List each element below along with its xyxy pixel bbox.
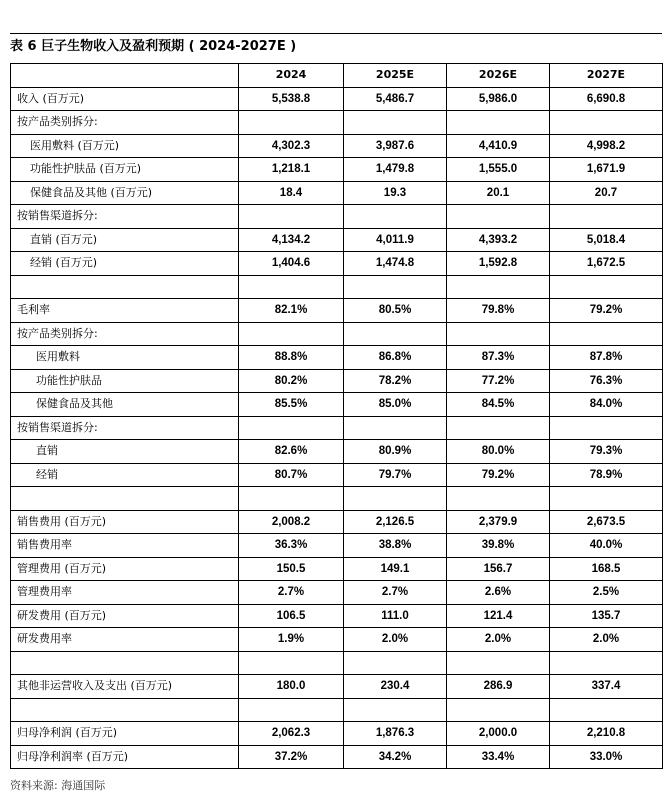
table-row [11,111,663,135]
table-row [11,322,663,346]
row-label: 功能性护肤品 (百万元) [11,158,239,182]
value-cell [344,111,447,135]
value-cell: 34.2% [344,745,447,769]
value-cell: 5,986.0 [447,87,550,111]
table-row [11,87,663,111]
value-cell: 1,555.0 [447,158,550,182]
value-cell: 80.7% [239,463,344,487]
value-cell: 106.5 [239,604,344,628]
row-label: 经销 [11,463,239,487]
value-cell: 2,062.3 [239,722,344,746]
value-cell: 2,210.8 [550,722,663,746]
value-cell [550,487,663,511]
row-label: 归母净利润率 (百万元) [11,745,239,769]
value-cell: 84.5% [447,393,550,417]
value-cell [447,205,550,229]
row-label: 功能性护肤品 [11,369,239,393]
value-cell: 2,673.5 [550,510,663,534]
table-row [11,299,663,323]
value-cell: 1,479.8 [344,158,447,182]
value-cell: 33.0% [550,745,663,769]
value-cell: 3,987.6 [344,134,447,158]
value-cell: 168.5 [550,557,663,581]
row-label: 销售费用 (百万元) [11,510,239,534]
value-cell: 4,302.3 [239,134,344,158]
table-row [11,416,663,440]
value-cell [447,111,550,135]
source-note: 资料来源: 海通国际 [10,779,106,792]
row-label: 管理费用 (百万元) [11,557,239,581]
table-body [11,87,663,769]
value-cell [239,322,344,346]
value-cell: 5,018.4 [550,228,663,252]
row-label [11,698,239,722]
value-cell [239,205,344,229]
value-cell: 1,592.8 [447,252,550,276]
value-cell: 79.2% [447,463,550,487]
value-cell: 87.3% [447,346,550,370]
value-cell [239,487,344,511]
value-cell: 85.5% [239,393,344,417]
value-cell [550,111,663,135]
table-row [11,440,663,464]
value-cell: 86.8% [344,346,447,370]
value-cell [239,275,344,299]
value-cell [344,322,447,346]
table-row [11,181,663,205]
value-cell: 36.3% [239,534,344,558]
value-cell: 4,410.9 [447,134,550,158]
value-cell: 18.4 [239,181,344,205]
row-label: 按产品类别拆分: [11,322,239,346]
value-cell: 82.6% [239,440,344,464]
value-cell [239,111,344,135]
table-row [11,228,663,252]
table-row [11,346,663,370]
value-cell: 20.7 [550,181,663,205]
value-cell: 79.3% [550,440,663,464]
table-row [11,651,663,675]
value-cell: 80.9% [344,440,447,464]
value-cell: 2,000.0 [447,722,550,746]
table-row [11,252,663,276]
value-cell: 82.1% [239,299,344,323]
header-label-cell [11,64,239,88]
value-cell: 4,998.2 [550,134,663,158]
value-cell [550,651,663,675]
row-label: 医用敷料 [11,346,239,370]
row-label: 毛利率 [11,299,239,323]
table-row [11,604,663,628]
table-row [11,463,663,487]
row-label: 按销售渠道拆分: [11,205,239,229]
value-cell: 2.0% [447,628,550,652]
header-2026e: 2026E [447,64,550,88]
header-2027e: 2027E [550,64,663,88]
value-cell: 111.0 [344,604,447,628]
table-row [11,158,663,182]
table-row [11,722,663,746]
table-row [11,628,663,652]
value-cell [239,651,344,675]
row-label: 按产品类别拆分: [11,111,239,135]
value-cell: 85.0% [344,393,447,417]
value-cell: 1.9% [239,628,344,652]
table-row [11,581,663,605]
table-row [11,675,663,699]
value-cell: 38.8% [344,534,447,558]
value-cell: 78.2% [344,369,447,393]
value-cell [447,698,550,722]
value-cell: 4,011.9 [344,228,447,252]
value-cell: 5,486.7 [344,87,447,111]
value-cell [344,487,447,511]
table-row [11,557,663,581]
value-cell: 80.0% [447,440,550,464]
row-label: 销售费用率 [11,534,239,558]
value-cell: 1,672.5 [550,252,663,276]
value-cell: 156.7 [447,557,550,581]
value-cell [447,487,550,511]
value-cell: 2.7% [344,581,447,605]
row-label: 收入 (百万元) [11,87,239,111]
table-row [11,205,663,229]
table-row [11,369,663,393]
value-cell: 6,690.8 [550,87,663,111]
value-cell [344,205,447,229]
value-cell: 37.2% [239,745,344,769]
header-2025e: 2025E [344,64,447,88]
value-cell: 1,218.1 [239,158,344,182]
forecast-table [10,63,663,769]
table-row [11,698,663,722]
row-label: 直销 [11,440,239,464]
header-2024: 2024 [239,64,344,88]
row-label [11,487,239,511]
value-cell: 135.7 [550,604,663,628]
row-label: 归母净利润 (百万元) [11,722,239,746]
table-row [11,275,663,299]
value-cell: 286.9 [447,675,550,699]
row-label: 医用敷料 (百万元) [11,134,239,158]
table-row [11,534,663,558]
value-cell: 1,404.6 [239,252,344,276]
value-cell: 4,393.2 [447,228,550,252]
row-label: 直销 (百万元) [11,228,239,252]
value-cell [239,698,344,722]
row-label: 经销 (百万元) [11,252,239,276]
value-cell: 2.6% [447,581,550,605]
row-label: 保健食品及其他 [11,393,239,417]
value-cell [344,698,447,722]
value-cell: 5,538.8 [239,87,344,111]
top-rule [10,33,662,34]
row-label: 研发费用率 [11,628,239,652]
value-cell: 87.8% [550,346,663,370]
value-cell [550,322,663,346]
value-cell: 79.2% [550,299,663,323]
value-cell: 88.8% [239,346,344,370]
value-cell [344,651,447,675]
value-cell: 230.4 [344,675,447,699]
value-cell: 2,379.9 [447,510,550,534]
value-cell: 77.2% [447,369,550,393]
value-cell: 1,474.8 [344,252,447,276]
value-cell [447,651,550,675]
value-cell: 19.3 [344,181,447,205]
value-cell: 180.0 [239,675,344,699]
table-row [11,487,663,511]
value-cell [550,416,663,440]
row-label [11,651,239,675]
value-cell: 2.0% [550,628,663,652]
row-label: 其他非运营收入及支出 (百万元) [11,675,239,699]
value-cell [344,275,447,299]
value-cell: 1,671.9 [550,158,663,182]
value-cell: 2.0% [344,628,447,652]
row-label: 研发费用 (百万元) [11,604,239,628]
value-cell: 337.4 [550,675,663,699]
value-cell: 4,134.2 [239,228,344,252]
value-cell: 80.5% [344,299,447,323]
value-cell: 79.8% [447,299,550,323]
value-cell [550,205,663,229]
value-cell: 121.4 [447,604,550,628]
value-cell [447,275,550,299]
value-cell: 33.4% [447,745,550,769]
table-row [11,510,663,534]
value-cell: 2,008.2 [239,510,344,534]
value-cell: 20.1 [447,181,550,205]
value-cell: 39.8% [447,534,550,558]
table-row [11,393,663,417]
row-label: 按销售渠道拆分: [11,416,239,440]
value-cell: 2.7% [239,581,344,605]
row-label: 保健食品及其他 (百万元) [11,181,239,205]
value-cell: 2,126.5 [344,510,447,534]
value-cell [550,698,663,722]
value-cell [447,416,550,440]
table-row [11,134,663,158]
value-cell [447,322,550,346]
header-row [11,64,663,88]
value-cell: 1,876.3 [344,722,447,746]
value-cell: 2.5% [550,581,663,605]
value-cell: 79.7% [344,463,447,487]
value-cell: 149.1 [344,557,447,581]
value-cell: 150.5 [239,557,344,581]
value-cell: 78.9% [550,463,663,487]
value-cell: 76.3% [550,369,663,393]
table-title: 表 6 巨子生物收入及盈利预期 ( 2024-2027E ) [10,39,297,54]
value-cell [344,416,447,440]
value-cell: 84.0% [550,393,663,417]
row-label: 管理费用率 [11,581,239,605]
value-cell: 80.2% [239,369,344,393]
table-row [11,745,663,769]
value-cell [550,275,663,299]
value-cell [239,416,344,440]
value-cell: 40.0% [550,534,663,558]
row-label [11,275,239,299]
